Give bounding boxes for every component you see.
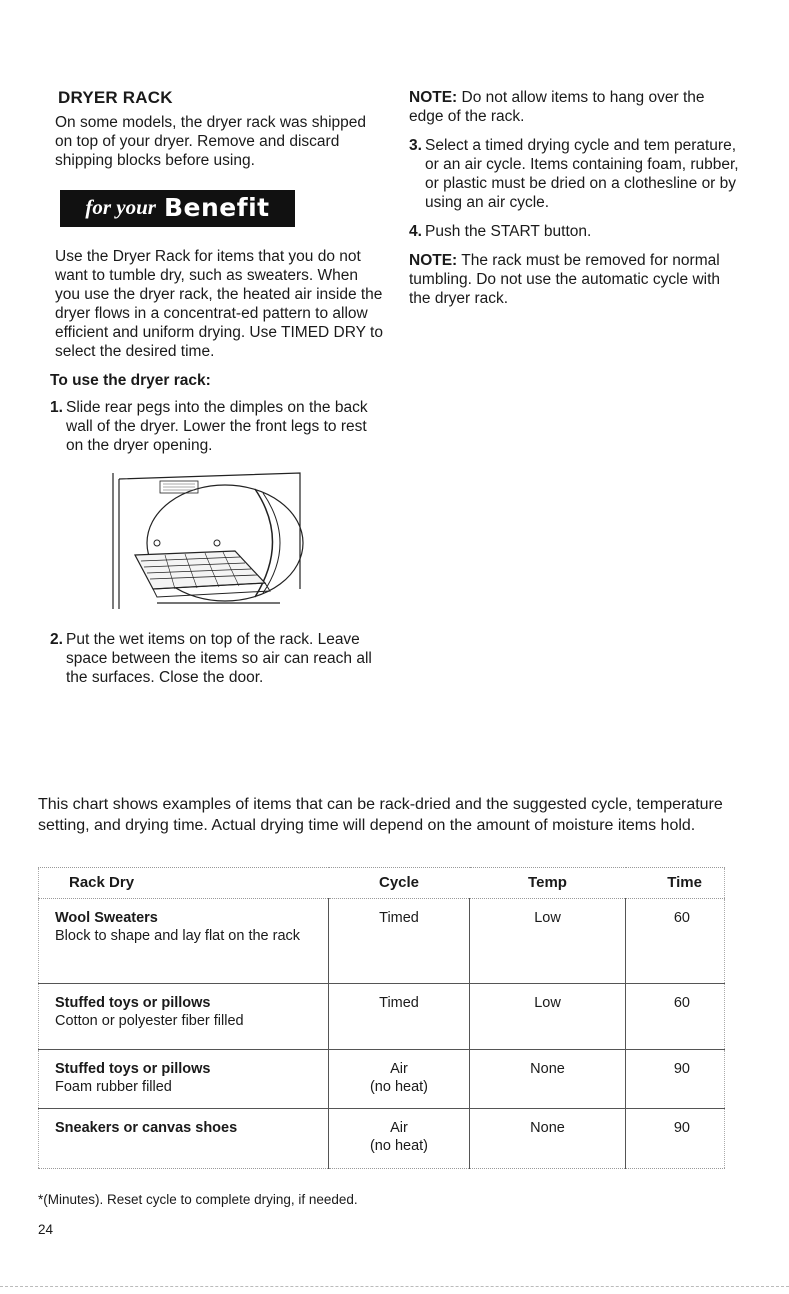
time-value: 90	[626, 1050, 725, 1109]
table-row	[39, 1050, 725, 1109]
header-time: Time	[626, 868, 725, 899]
temp-value: Low	[470, 984, 626, 1050]
benefit-paragraph: Use the Dryer Rack for items that you do not want to tumble dry, such as sweaters. When you use the dryer rack, the heated air inside the dryer flows in a concentrat-ed pattern to allow efficient and uniform drying. Use TIMED DRY to select the desired time.	[55, 248, 383, 360]
step-number: 3.	[409, 137, 422, 154]
table-row	[39, 984, 725, 1050]
section-heading: DRYER RACK	[58, 88, 173, 107]
header-cycle: Cycle	[329, 868, 470, 899]
instructions-subheading: To use the dryer rack:	[50, 372, 211, 389]
header-rack-dry: Rack Dry	[39, 868, 329, 899]
item-description: Foam rubber filled	[55, 1079, 172, 1095]
intro-paragraph: On some models, the dryer rack was shipped on top of your dryer. Remove and discard shipping blocks before using.	[55, 114, 366, 169]
dryer-rack-illustration	[105, 471, 305, 611]
step-text: Select a timed drying cycle and tem perature, or an air cycle. Items containing foam, rubber, or plastic must be dried on a clothesline or by using an air cycle.	[425, 137, 739, 211]
step-2	[50, 630, 385, 687]
note-label: NOTE:	[409, 89, 458, 106]
item-name: Wool Sweaters	[55, 910, 158, 926]
note-label: NOTE:	[409, 252, 458, 269]
temp-value: Low	[470, 899, 626, 984]
page-number: 24	[38, 1222, 54, 1237]
header-temp: Temp	[470, 868, 626, 899]
note-2	[409, 251, 739, 308]
cycle-sub: (no heat)	[369, 1138, 429, 1154]
for-your-benefit-logo	[60, 190, 295, 227]
page-bottom-divider	[0, 1286, 789, 1287]
chart-intro-paragraph: This chart shows examples of items that can be rack-dried and the suggested cycle, temperature setting, and drying time. Actual drying time will depend on the amount of moisture items hold.	[38, 796, 723, 834]
rack-dry-table	[38, 867, 725, 1169]
temp-value: None	[470, 1109, 626, 1169]
table-header-row	[39, 868, 725, 899]
cycle-value: Air	[390, 1120, 408, 1136]
note-1	[409, 88, 739, 126]
time-value: 60	[626, 899, 725, 984]
item-description: Cotton or polyester fiber filled	[55, 1013, 244, 1029]
benefit-logo-prefix: for your	[85, 194, 156, 219]
cycle-value: Timed	[379, 995, 419, 1011]
step-text: Push the START button.	[425, 223, 592, 240]
time-value: 90	[626, 1109, 725, 1169]
step-text: Put the wet items on top of the rack. Leave space between the items so air can reach all the surfaces. Close the door.	[66, 631, 372, 686]
item-name: Stuffed toys or pillows	[55, 1061, 211, 1077]
step-1	[50, 398, 385, 455]
right-column	[409, 88, 739, 308]
step-number: 2.	[50, 631, 63, 648]
cycle-value: Air	[390, 1061, 408, 1077]
step-text: Slide rear pegs into the dimples on the back wall of the dryer. Lower the front legs to rest on the dryer opening.	[66, 399, 368, 454]
cycle-value: Timed	[379, 910, 419, 926]
step-3	[409, 136, 739, 212]
note-text: Do not allow items to hang over the edge of the rack.	[409, 89, 705, 125]
item-name: Stuffed toys or pillows	[55, 995, 211, 1011]
benefit-logo-word: Benefit	[163, 192, 270, 222]
footnote: *(Minutes). Reset cycle to complete drying, if needed.	[38, 1192, 358, 1207]
step-number: 1.	[50, 399, 63, 416]
item-description: Block to shape and lay flat on the rack	[55, 928, 301, 944]
step-4	[409, 222, 739, 241]
note-text: The rack must be removed for normal tumbling. Do not use the automatic cycle with the dryer rack.	[409, 252, 721, 307]
left-column	[50, 88, 385, 687]
cycle-sub: (no heat)	[369, 1079, 429, 1095]
table-row	[39, 1109, 725, 1169]
time-value: 60	[626, 984, 725, 1050]
step-number: 4.	[409, 223, 422, 240]
temp-value: None	[470, 1050, 626, 1109]
table-row	[39, 899, 725, 984]
item-name: Sneakers or canvas shoes	[55, 1120, 238, 1136]
